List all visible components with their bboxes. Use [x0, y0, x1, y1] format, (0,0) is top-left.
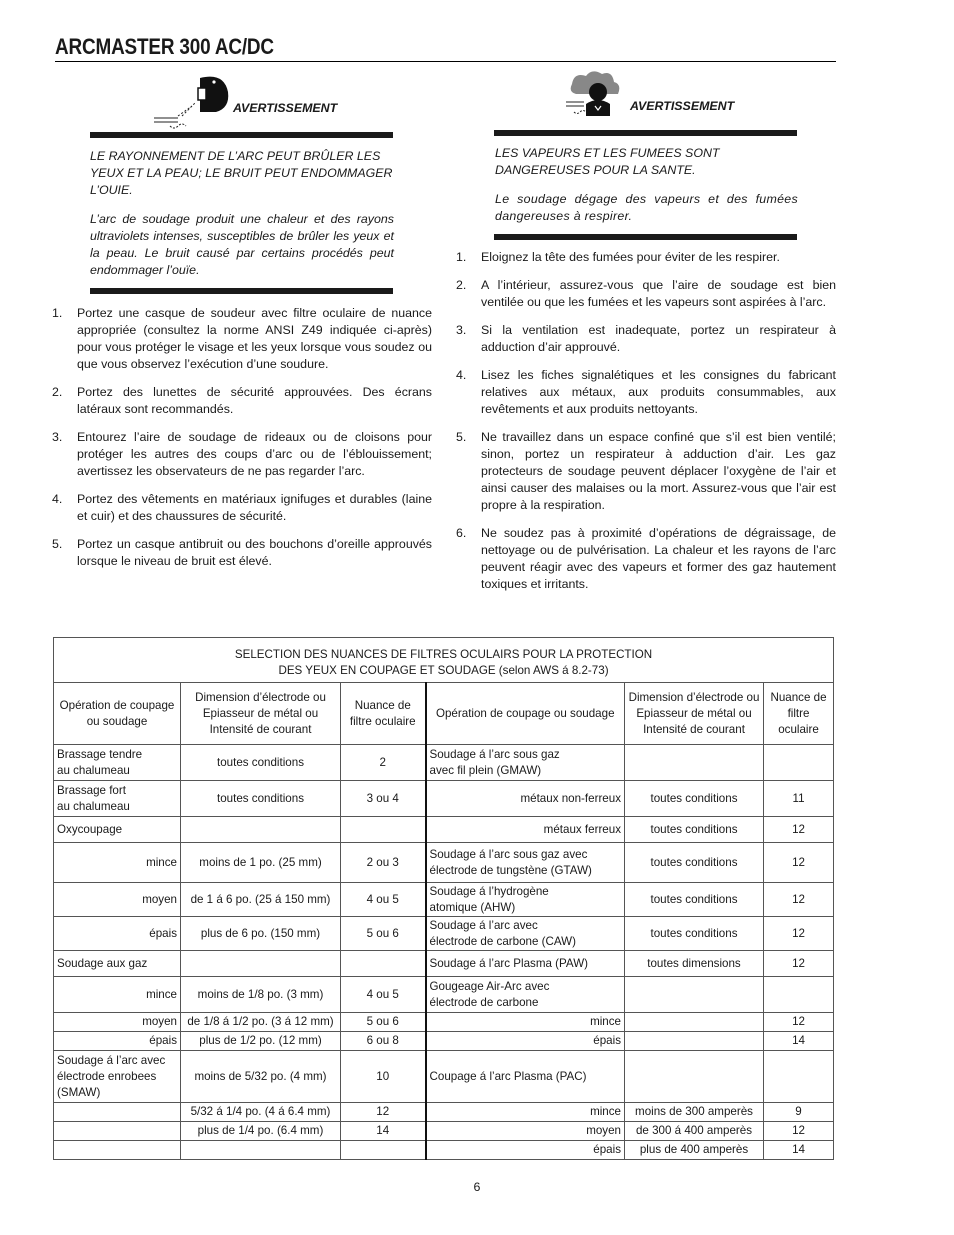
- table-cell: 4 ou 5: [341, 977, 426, 1013]
- table-cell: Soudage á l’arc Plasma (PAW): [426, 951, 625, 977]
- table-cell: toutes conditions: [181, 745, 341, 781]
- right-warning-bottom-rule: [494, 234, 797, 240]
- table-cell: moins de 300 amperès: [625, 1103, 764, 1122]
- page-number: 6: [473, 1180, 481, 1194]
- list-item: [52, 305, 432, 373]
- list-item-text: Portez un casque antibruit ou des bouchons d’oreille approuvés lorsque le niveau de bruit est élevé.: [77, 537, 432, 568]
- table-cell: mince: [54, 977, 181, 1013]
- table-cell: [54, 1122, 181, 1141]
- table-cell: 5 ou 6: [341, 1013, 426, 1032]
- table-cell: de 1 á 6 po. (25 á 150 mm): [181, 883, 341, 917]
- table-caption-line1: SELECTION DES NUANCES DE FILTRES OCULAIRS POUR LA PROTECTION: [234, 648, 653, 661]
- table-cell: 6 ou 8: [341, 1032, 426, 1051]
- filter-shade-table: [53, 637, 834, 1160]
- table-cell: plus de 6 po. (150 mm): [181, 917, 341, 951]
- list-item-number: 2.: [456, 278, 467, 292]
- table-cell: moyen: [54, 883, 181, 917]
- left-warning-box: [90, 138, 394, 279]
- table-header-cell: Dimension d’électrode ou Epiasseur de métal ou Intensité de courant: [625, 683, 764, 745]
- table-cell: toutes conditions: [625, 781, 764, 817]
- table-cell: Soudage á l’arc sous gaz avec électrode de tungstène (GTAW): [426, 843, 625, 883]
- list-item-text: Si la ventilation est inadequate, portez un respirateur à adduction d’air approuvé.: [481, 323, 836, 354]
- right-warning-label: AVERTISSEMENT: [630, 99, 735, 113]
- table-cell: 10: [341, 1051, 426, 1103]
- left-warning-heading: LE RAYONNEMENT DE L’ARC PEUT BRÛLER LES YEUX ET LA PEAU; LE BRUIT PEUT ENDOMMAGER L’OUIE.: [90, 149, 393, 197]
- left-warning-body: L’arc de soudage produit une chaleur et des rayons ultraviolets intenses, susceptibles de brûler les yeux et la peau. Le bruit causé par certains procédés peut endommager l’ouïe.: [90, 212, 394, 277]
- table-cell: toutes conditions: [625, 917, 764, 951]
- table-cell: [625, 977, 764, 1013]
- table-cell: épais: [426, 1141, 625, 1160]
- list-item-text: Lisez les fiches signalétiques et les consignes du fabricant relatives aux métaux, aux produits consummables, aux revêtements et aux produits nettoyants.: [481, 368, 836, 416]
- table-cell: 2: [341, 745, 426, 781]
- table-row: [54, 977, 834, 1013]
- table-row: [54, 745, 834, 781]
- list-item-text: Eloignez la tête des fumées pour éviter de les respirer.: [481, 250, 780, 264]
- table-cell: moins de 5/32 po. (4 mm): [181, 1051, 341, 1103]
- list-item-text: Entourez l’aire de soudage de rideaux ou de cloisons pour protéger les autres des coups d’arc ou de l’éblouissement; avertissez les observateurs de ne pas regarder l’arc.: [77, 430, 432, 478]
- table-cell: [341, 951, 426, 977]
- table-cell: 5 ou 6: [341, 917, 426, 951]
- table-cell: Soudage á l’arc sous gaz avec fil plein (GMAW): [426, 745, 625, 781]
- table-cell: toutes dimensions: [625, 951, 764, 977]
- table-cell: toutes conditions: [625, 817, 764, 843]
- left-warning-bottom-rule: [90, 288, 393, 294]
- table-cell: de 300 á 400 amperès: [625, 1122, 764, 1141]
- table-cell: 11: [764, 781, 834, 817]
- table-row: [54, 951, 834, 977]
- list-item-text: Portez des lunettes de sécurité approuvées. Des écrans latéraux sont recommandés.: [77, 385, 432, 416]
- table-cell: 2 ou 3: [341, 843, 426, 883]
- table-row: [54, 843, 834, 883]
- table-cell: de 1/8 á 1/2 po. (3 á 12 mm): [181, 1013, 341, 1032]
- table-cell: 14: [764, 1141, 834, 1160]
- list-item-number: 3.: [456, 323, 467, 337]
- right-safety-list: [456, 249, 836, 593]
- table-cell: 14: [764, 1032, 834, 1051]
- table-row: [54, 1013, 834, 1032]
- table-row: [54, 917, 834, 951]
- list-item: [456, 525, 836, 593]
- table-cell: Soudage á l’arc avec électrode de carbone (CAW): [426, 917, 625, 951]
- list-item-number: 5.: [52, 537, 63, 551]
- table-row: [54, 1051, 834, 1103]
- table-cell: moyen: [426, 1122, 625, 1141]
- table-cell: 14: [341, 1122, 426, 1141]
- table-header-cell: Nuance de filtre oculaire: [341, 683, 426, 745]
- table-cell: plus de 1/2 po. (12 mm): [181, 1032, 341, 1051]
- table-cell: Gougeage Air-Arc avec électrode de carbone: [426, 977, 625, 1013]
- table-row: [54, 1141, 834, 1160]
- list-item: [52, 384, 432, 418]
- table-cell: mince: [54, 843, 181, 883]
- table-cell: 3 ou 4: [341, 781, 426, 817]
- table-cell: moyen: [54, 1013, 181, 1032]
- table-cell: 12: [764, 1122, 834, 1141]
- table-cell: [181, 1141, 341, 1160]
- list-item: [456, 249, 836, 266]
- table-cell: épais: [54, 917, 181, 951]
- left-column: [52, 70, 432, 581]
- table-cell: 4 ou 5: [341, 883, 426, 917]
- right-warning-body: Le soudage dégage des vapeurs et des fumées dangereuses à respirer.: [495, 192, 798, 223]
- table-cell: [625, 745, 764, 781]
- table-cell: 12: [764, 843, 834, 883]
- table-cell: moins de 1/8 po. (3 mm): [181, 977, 341, 1013]
- list-item: [456, 277, 836, 311]
- table-cell: [625, 1013, 764, 1032]
- table-cell: mince: [426, 1013, 625, 1032]
- table-cell: 5/32 á 1/4 po. (4 á 6.4 mm): [181, 1103, 341, 1122]
- table-row: [54, 817, 834, 843]
- list-item-number: 3.: [52, 430, 63, 444]
- table-cell: 12: [764, 883, 834, 917]
- table-cell: [54, 1103, 181, 1122]
- table-cell: [341, 1141, 426, 1160]
- table-header-cell: Opération de coupage ou soudage: [54, 683, 181, 745]
- table-row: [54, 781, 834, 817]
- list-item: [52, 536, 432, 570]
- table-cell: [181, 951, 341, 977]
- right-warning-box: [495, 136, 798, 225]
- table-cell: Soudage á l’arc avec électrode enrobees (SMAW): [54, 1051, 181, 1103]
- right-column: [456, 68, 836, 604]
- table-cell: 12: [764, 817, 834, 843]
- left-safety-list: [52, 305, 432, 570]
- table-cell: [625, 1051, 764, 1103]
- table-header-row: [54, 683, 834, 745]
- right-warning-header: [456, 68, 836, 130]
- list-item-text: Portez une casque de soudeur avec filtre oculaire de nuance appropriée (consultez la norme ANSI Z49 indiquée ci-après) pour vous protéger le visage et les yeux lorsque vous soudez ou que vous observez l’exécution d’une soudure.: [77, 306, 432, 371]
- table-caption: [54, 638, 834, 683]
- table-cell: métaux ferreux: [426, 817, 625, 843]
- list-item-number: 6.: [456, 526, 467, 540]
- list-item: [456, 367, 836, 418]
- table-cell: mince: [426, 1103, 625, 1122]
- table-cell: Oxycoupage: [54, 817, 181, 843]
- table-cell: Soudage á l’hydrogène atomique (AHW): [426, 883, 625, 917]
- list-item-number: 4.: [456, 368, 467, 382]
- table-cell: [764, 1051, 834, 1103]
- left-warning-header: [52, 70, 432, 132]
- table-cell: 12: [764, 951, 834, 977]
- table-header-cell: Opération de coupage ou soudage: [426, 683, 625, 745]
- table-caption-row: [54, 638, 834, 683]
- list-item-number: 4.: [52, 492, 63, 506]
- list-item-number: 5.: [456, 430, 467, 444]
- list-item: [52, 491, 432, 525]
- table-cell: plus de 400 amperès: [625, 1141, 764, 1160]
- table-row: [54, 1032, 834, 1051]
- page-title: ARCMASTER 300 AC/DC: [55, 34, 274, 59]
- list-item-text: Ne soudez pas à proximité d’opérations de dégraissage, de nettoyage ou de pulvérisation. La chaleur et les rayons de l’arc peuvent réagir avec des vapeurs et former des gaz hautement toxiques et irritants.: [481, 526, 836, 591]
- list-item-number: 1.: [52, 306, 63, 320]
- table-cell: [181, 817, 341, 843]
- table-header-cell: Dimension d’électrode ou Epiasseur de métal ou Intensité de courant: [181, 683, 341, 745]
- table-cell: épais: [426, 1032, 625, 1051]
- table-cell: plus de 1/4 po. (6.4 mm): [181, 1122, 341, 1141]
- table-row: [54, 883, 834, 917]
- table-cell: 12: [764, 917, 834, 951]
- table-cell: métaux non-ferreux: [426, 781, 625, 817]
- welding-helmet-icon: [152, 72, 232, 139]
- table-cell: 12: [764, 1013, 834, 1032]
- table-row: [54, 1122, 834, 1141]
- list-item-text: Portez des vêtements en matériaux ignifuges et durables (laine et cuir) et des chaussures de sécurité.: [77, 492, 432, 523]
- left-warning-label: AVERTISSEMENT: [233, 101, 338, 115]
- table-cell: Coupage á l’arc Plasma (PAC): [426, 1051, 625, 1103]
- list-item: [456, 429, 836, 514]
- table-cell: [341, 817, 426, 843]
- table-cell: toutes conditions: [625, 883, 764, 917]
- table-header-cell: Nuance de filtre oculaire: [764, 683, 834, 745]
- list-item-text: A l’intérieur, assurez-vous que l’aire de soudage est bien ventilée ou que les fumées et les vapeurs sont aspirées à l’arc.: [481, 278, 836, 309]
- list-item: [456, 322, 836, 356]
- list-item-text: Ne travaillez dans un espace confiné que s’il est bien ventilé; sinon, portez un respirateur à adduction d’air. Les gaz protecteurs de soudage peuvent déplacer l’oxygène de l’air et ainsi causer des malaises ou la mort. Assurez-vous que l’air est propre à la respiration.: [481, 430, 836, 512]
- table-cell: toutes conditions: [181, 781, 341, 817]
- list-item-number: 2.: [52, 385, 63, 399]
- table-cell: épais: [54, 1032, 181, 1051]
- table-cell: Soudage aux gaz: [54, 951, 181, 977]
- table-cell: Brassage tendre au chalumeau: [54, 745, 181, 781]
- table-cell: [764, 977, 834, 1013]
- table-cell: [625, 1032, 764, 1051]
- table-cell: [54, 1141, 181, 1160]
- list-item-number: 1.: [456, 250, 467, 264]
- table-cell: 12: [341, 1103, 426, 1122]
- table-cell: moins de 1 po. (25 mm): [181, 843, 341, 883]
- table-cell: toutes conditions: [625, 843, 764, 883]
- table-cell: Brassage fort au chalumeau: [54, 781, 181, 817]
- table-cell: [764, 745, 834, 781]
- right-warning-heading: LES VAPEURS ET LES FUMEES SONT DANGEREUSES POUR LA SANTE.: [495, 146, 720, 177]
- list-item: [52, 429, 432, 480]
- table-cell: 9: [764, 1103, 834, 1122]
- table-row: [54, 1103, 834, 1122]
- fumes-breathing-icon: [564, 70, 628, 125]
- title-divider: [55, 61, 836, 62]
- table-caption-line2: DES YEUX EN COUPAGE ET SOUDAGE (selon AWS á 8.2-73): [278, 664, 609, 677]
